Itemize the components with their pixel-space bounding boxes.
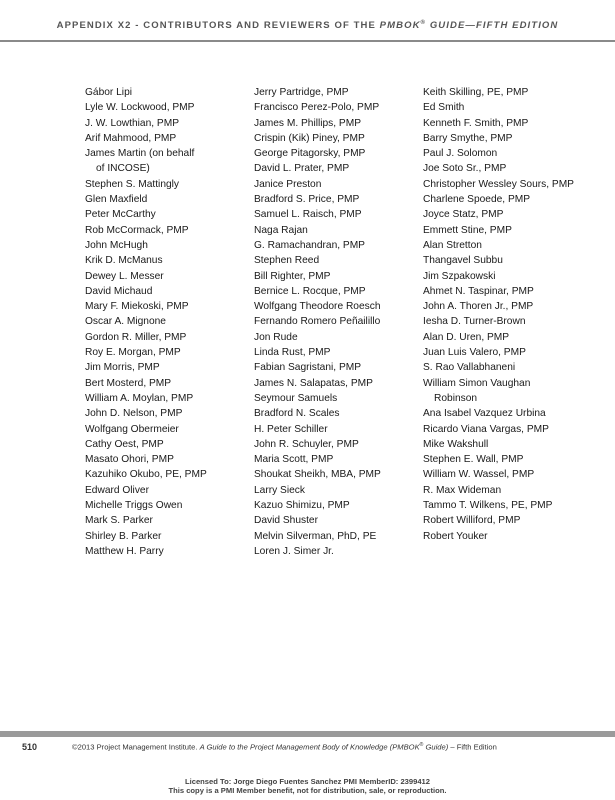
contributor-name: Peter McCarthy: [85, 209, 156, 221]
contributor-name: Dewey L. Messer: [85, 270, 164, 282]
contributor-name: John R. Schuyler, PMP: [254, 438, 359, 450]
contributor-name: Jerry Partridge, PMP: [254, 87, 349, 98]
contributor-name: Shirley B. Parker: [85, 530, 162, 542]
contributor-name: Tammo T. Wilkens, PE, PMP: [423, 500, 553, 512]
contributor-name: Fabian Sagristani, PMP: [254, 362, 362, 374]
contributor-name: Seymour Samuels: [254, 392, 338, 404]
contributor-name: Mark S. Parker: [85, 515, 153, 527]
contributor-name: Michelle Triggs Owen: [85, 500, 183, 512]
contributor-name: J. W. Lowthian, PMP: [85, 117, 179, 129]
contributor-name: Maria Scott, PMP: [254, 454, 334, 466]
contributor-name: Iesha D. Turner-Brown: [423, 316, 526, 328]
header-title-pmbok: PMBOK: [379, 20, 421, 32]
contributor-column-1: [85, 85, 207, 559]
contributor-name: Alan D. Uren, PMP: [423, 331, 510, 343]
contributor-name: Gábor Lipi: [85, 87, 133, 98]
contributor-name: Krik D. McManus: [85, 255, 163, 267]
contributor-name: Jon Rude: [254, 331, 298, 343]
license-line-2: This copy is a PMI Member benefit, not for distribution, sale, or reproduction.: [168, 786, 447, 795]
contributor-name: Ricardo Viana Vargas, PMP: [423, 423, 549, 435]
contributor-name: Samuel L. Raisch, PMP: [254, 209, 362, 221]
contributor-name: Robert Youker: [423, 530, 488, 542]
header-rule: [0, 40, 615, 42]
contributor-name: Cathy Oest, PMP: [85, 438, 164, 450]
contributor-name: James N. Salapatas, PMP: [254, 377, 373, 389]
contributor-name: Gordon R. Miller, PMP: [85, 331, 187, 343]
license-notice: [0, 777, 615, 795]
footer-copyright: [72, 742, 497, 752]
contributor-name: Kazuo Shimizu, PMP: [254, 500, 350, 512]
contributor-name: Roy E. Morgan, PMP: [85, 347, 181, 359]
contributor-name: Robinson: [434, 392, 478, 404]
header-title-prefix: APPENDIX X2 - CONTRIBUTORS AND REVIEWERS OF THE: [56, 20, 380, 32]
contributor-name: Melvin Silverman, PhD, PE: [254, 530, 377, 542]
contributor-name: Joyce Statz, PMP: [423, 209, 504, 221]
copyright-prefix: ©2013 Project Management Institute.: [72, 742, 200, 752]
contributor-name: Thangavel Subbu: [423, 255, 503, 267]
contributor-name: Mary F. Miekoski, PMP: [85, 301, 189, 313]
contributor-name: Matthew H. Parry: [85, 545, 164, 557]
contributor-name: Ahmet N. Taspinar, PMP: [423, 285, 534, 297]
contributor-name: Keith Skilling, PE, PMP: [423, 87, 529, 98]
contributor-name: Mike Wakshull: [423, 438, 489, 450]
contributor-name: Barry Smythe, PMP: [423, 132, 513, 144]
contributor-name: Emmett Stine, PMP: [423, 224, 512, 236]
contributor-name: Bert Mosterd, PMP: [85, 377, 172, 389]
contributor-name: Kazuhiko Okubo, PE, PMP: [85, 469, 207, 481]
contributor-name: Glen Maxfield: [85, 194, 148, 206]
contributor-name: James M. Phillips, PMP: [254, 117, 361, 129]
contributor-name: Bradford S. Price, PMP: [254, 194, 360, 206]
contributor-name: G. Ramachandran, PMP: [254, 239, 365, 251]
contributor-name: David Shuster: [254, 515, 318, 527]
contributor-name: Joe Soto Sr., PMP: [423, 163, 507, 175]
page-number: 510: [22, 742, 38, 752]
header-title-registered: ®: [420, 20, 427, 26]
contributor-name: Oscar A. Mignone: [85, 316, 166, 328]
contributor-name: David L. Prater, PMP: [254, 163, 350, 175]
contributor-name: Ed Smith: [423, 102, 465, 114]
contributor-name: Lyle W. Lockwood, PMP: [85, 102, 195, 114]
contributor-name: Robert Williford, PMP: [423, 515, 521, 527]
contributor-name: Jim Morris, PMP: [85, 362, 160, 374]
contributor-name: William W. Wassel, PMP: [423, 469, 535, 481]
copyright-registered: ®: [419, 742, 424, 748]
contributor-name: Larry Sieck: [254, 484, 305, 496]
contributor-name: Shoukat Sheikh, MBA, PMP: [254, 469, 381, 481]
copyright-edition: – Fifth Edition: [448, 742, 497, 752]
contributor-name: Naga Rajan: [254, 224, 308, 236]
contributor-name: S. Rao Vallabhaneni: [423, 362, 516, 374]
contributor-column-3: [423, 85, 574, 544]
contributor-name: Linda Rust, PMP: [254, 347, 331, 359]
contributor-name: Jim Szpakowski: [423, 270, 496, 282]
contributor-name: Janice Preston: [254, 178, 322, 190]
contributor-name: Christopher Wessley Sours, PMP: [423, 178, 574, 190]
contributor-name: of INCOSE): [96, 163, 150, 175]
contributor-name: Paul J. Solomon: [423, 148, 498, 160]
contributor-name: Crispin (Kik) Piney, PMP: [254, 132, 365, 144]
contributor-name: Kenneth F. Smith, PMP: [423, 117, 529, 129]
contributor-name: George Pitagorsky, PMP: [254, 148, 366, 160]
running-header: [0, 20, 615, 31]
contributor-column-2: [254, 85, 381, 559]
contributor-name: Ana Isabel Vazquez Urbina: [423, 408, 546, 420]
license-line-1: Licensed To: Jorge Diego Fuentes Sanchez PMI MemberID: 2399412: [184, 777, 431, 786]
contributor-name: Fernando Romero Peñailillo: [254, 316, 381, 328]
contributor-name: William A. Moylan, PMP: [85, 392, 194, 404]
contributor-name: Wolfgang Obermeier: [85, 423, 179, 435]
contributor-name: Bernice L. Rocque, PMP: [254, 285, 366, 297]
contributor-name: Alan Stretton: [423, 239, 482, 251]
contributor-name: Francisco Perez-Polo, PMP: [254, 102, 380, 114]
contributor-name: Edward Oliver: [85, 484, 149, 496]
footer-rule: [0, 731, 615, 737]
contributor-name: Stephen E. Wall, PMP: [423, 454, 524, 466]
contributor-name: David Michaud: [85, 285, 153, 297]
contributor-name: Bradford N. Scales: [254, 408, 340, 420]
contributor-name: Masato Ohori, PMP: [85, 454, 174, 466]
contributor-name: Juan Luis Valero, PMP: [423, 347, 526, 359]
contributor-name: Wolfgang Theodore Roesch: [254, 301, 381, 313]
contributor-name: James Martin (on behalf: [85, 148, 195, 160]
contributor-name: R. Max Wideman: [423, 484, 502, 496]
copyright-guide-title-end: Guide): [423, 742, 449, 752]
copyright-guide-title: A Guide to the Project Management Body of Knowledge (PMBOK: [199, 742, 420, 752]
header-title-suffix: GUIDE—FIFTH EDITION: [426, 20, 559, 32]
contributor-name: Charlene Spoede, PMP: [423, 194, 531, 206]
contributor-name: Stephen Reed: [254, 255, 320, 267]
contributor-name: John A. Thoren Jr., PMP: [423, 301, 534, 313]
contributor-name: John McHugh: [85, 239, 148, 251]
contributor-name: Rob McCormack, PMP: [85, 224, 189, 236]
contributor-name: Stephen S. Mattingly: [85, 178, 180, 190]
contributor-name: H. Peter Schiller: [254, 423, 328, 435]
contributor-name: John D. Nelson, PMP: [85, 408, 183, 420]
contributor-name: William Simon Vaughan: [423, 377, 531, 389]
contributor-name: Bill Righter, PMP: [254, 270, 331, 282]
contributor-name: Arif Mahmood, PMP: [85, 132, 177, 144]
contributor-name: Loren J. Simer Jr.: [254, 545, 334, 557]
